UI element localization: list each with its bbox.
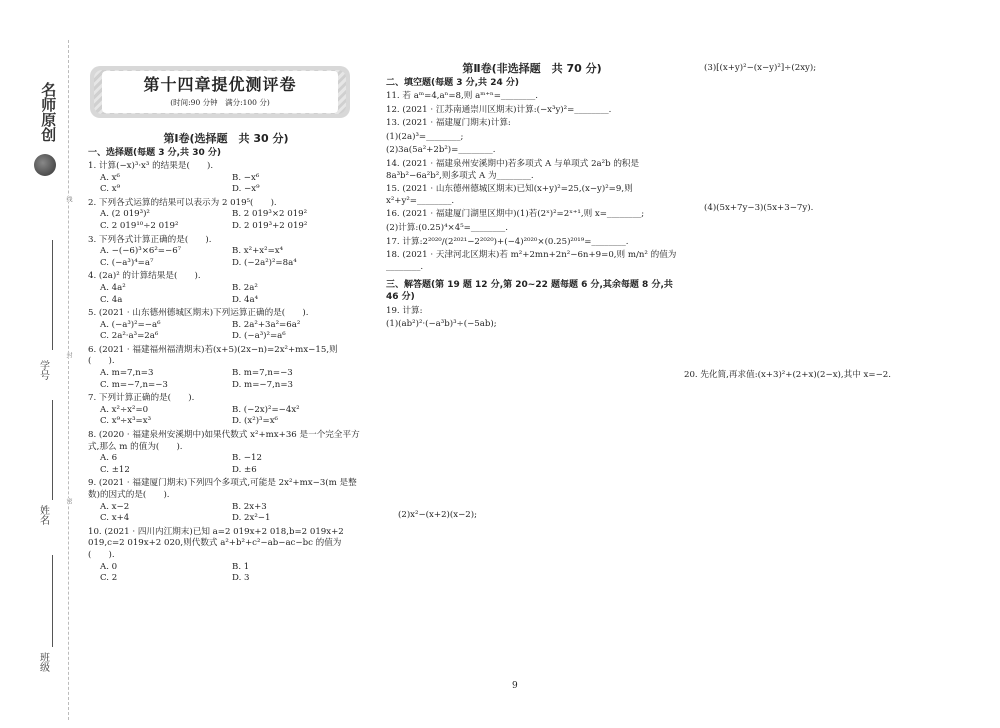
options: [88, 562, 364, 585]
fill-item: 15. (2021 · 山东德州德城区期末)已知(x+y)²=25,(x−y)²=9,则 x²+y²=________.: [386, 184, 633, 206]
option-c: C. x+4: [100, 513, 130, 524]
option-b: B. −12: [232, 453, 262, 464]
question-1: [88, 161, 364, 196]
question-7: [88, 393, 364, 428]
question-10: [88, 527, 364, 585]
option-b: B. 2 019³×2 019²: [232, 209, 308, 220]
options: [88, 368, 364, 391]
question-2: [88, 198, 364, 233]
option-c: C. m=−7,n=−3: [100, 379, 168, 390]
part1-title: 第Ⅰ卷(选择题 共 30 分): [163, 132, 289, 145]
options: [88, 246, 364, 269]
question-stem: 5. (2021 · 山东德州德城区期末)下列运算正确的是( ).: [88, 308, 309, 319]
option-b: B. x²+x²=x⁴: [232, 246, 284, 257]
option-d: D. 2 019³+2 019²: [232, 220, 308, 231]
fill-item: (2)计算:(0.25)⁴×4⁵=________.: [386, 222, 508, 233]
option-b: B. 2x+3: [232, 501, 267, 512]
option-b: B. m=7,n=−3: [232, 368, 293, 379]
option-b: B. 1: [232, 561, 250, 572]
fill-list: [386, 91, 678, 273]
options: [88, 453, 364, 476]
student-id-field[interactable]: [52, 240, 53, 350]
option-a: A. m=7,n=3: [100, 368, 154, 379]
options: [88, 173, 364, 196]
question-stem: 8. (2020 · 福建泉州安溪期中)如果代数式 x²+mx+36 是一个完全平方式,那么 m 的值为( ).: [88, 430, 360, 452]
option-c: C. (−a³)⁴=a⁷: [100, 257, 154, 268]
option-b: B. −x⁶: [232, 172, 260, 183]
option-c: C. 2a²·a³=2a⁶: [100, 331, 159, 342]
q19-label: 19. 计算:: [386, 305, 423, 316]
question-stem: 2. 下列各式运算的结果可以表示为 2 019⁵( ).: [88, 197, 277, 208]
mcq-list: [88, 161, 364, 585]
class-label: 班级: [37, 652, 49, 672]
choice-section-title: 一、选择题(每题 3 分,共 30 分): [88, 147, 221, 158]
option-a: A. −(−6)³×6²=−6⁷: [100, 246, 182, 257]
option-d: D. 4a⁴: [232, 294, 259, 305]
cut-line: [68, 40, 69, 720]
question-5: [88, 308, 364, 343]
option-c: C. 4a: [100, 294, 123, 305]
brand-logo: [28, 82, 62, 192]
bind-mark-close: 密: [65, 498, 73, 504]
option-d: D. (−a³)²=a⁶: [232, 331, 286, 342]
option-d: D. (x²)³=x⁶: [232, 416, 278, 427]
option-b: B. (−2x)²=−4x²: [232, 404, 300, 415]
option-a: A. 0: [100, 561, 118, 572]
option-c: C. x⁹÷x³=x³: [100, 416, 152, 427]
option-a: A. (2 019³)²: [100, 209, 150, 220]
fill-section-title: 二、填空题(每题 3 分,共 24 分): [386, 77, 519, 88]
options: [88, 283, 364, 306]
option-a: A. 4a²: [100, 282, 126, 293]
question-6: [88, 345, 364, 391]
option-d: D. ±6: [232, 464, 257, 475]
question-3: [88, 235, 364, 270]
question-8: [88, 430, 364, 476]
options: [88, 502, 364, 525]
q19-part1: (1)(ab²)²·(−a³b)³÷(−5ab);: [386, 319, 497, 330]
page-number: 9: [512, 681, 518, 691]
binding-margin: [0, 0, 85, 728]
fill-item: 14. (2021 · 福建泉州安溪期中)若多项式 A 与单项式 2a²b 的积是 8a³b²−6a²b²,则多项式 A 为________.: [386, 158, 640, 181]
fill-item: 18. (2021 · 天津河北区期末)若 m²+2mn+2n²−6n+9=0,则 m/n² 的值为________.: [386, 250, 677, 272]
question-stem: 6. (2021 · 福建福州福清期末)若(x+5)(2x−n)=2x²+mx−15,则( ).: [88, 344, 338, 367]
q20: 20. 先化简,再求值:(x+3)²+(2+x)(2−x),其中 x=−2.: [684, 370, 891, 380]
student-id-label: 学号: [37, 360, 49, 380]
logo-text: 名师原创: [39, 82, 58, 142]
fill-item: 16. (2021 · 福建厦门湖里区期中)(1)若(2ˣ)²=2ˣ⁺¹,则 x=________;: [386, 209, 645, 220]
option-c: C. x⁹: [100, 184, 121, 195]
options: [88, 320, 364, 343]
logo-icon: [34, 154, 56, 176]
option-d: D. 3: [232, 573, 250, 584]
option-a: A. 6: [100, 453, 118, 464]
fill-item: 11. 若 aᵐ=4,aⁿ=8,则 aᵐ⁺ⁿ=________.: [386, 90, 539, 101]
bind-mark-line: 线: [65, 196, 73, 202]
option-d: D. (−2a²)²=8a⁴: [232, 257, 297, 268]
option-a: A. x−2: [100, 501, 130, 512]
fill-item: 17. 计算:2²⁰²⁰/(2²⁰²¹−2²⁰²⁰)+(−4)²⁰²⁰×(0.25)²⁰¹⁹=________.: [386, 236, 629, 247]
question-stem: 9. (2021 · 福建厦门期末)下列四个多项式,可能是 2x²+mx−3(m 是整数)的因式的是( ).: [88, 478, 357, 501]
q19-part4: (4)(5x+7y−3)(5x+3−7y).: [704, 203, 814, 213]
question-stem: 1. 计算(−x)³·x³ 的结果是( ).: [88, 160, 214, 171]
question-stem: 3. 下列各式计算正确的是( ).: [88, 234, 212, 245]
part1-column: [88, 132, 364, 585]
fill-item: (1)(2a)³=________;: [386, 131, 464, 142]
name-field[interactable]: [52, 400, 53, 500]
question-4: [88, 271, 364, 306]
option-a: A. (−a³)²=−a⁶: [100, 319, 161, 330]
option-c: C. 2 019¹⁰÷2 019²: [100, 220, 179, 231]
question-stem: 10. (2021 · 四川内江期末)已知 a=2 019x+2 018,b=2 019x+2 019,c=2 019x+2 020,则代数式 a²+b²+c²−ab−ac−bc 的值为( ).: [88, 526, 344, 560]
class-field[interactable]: [52, 555, 53, 647]
options: [88, 209, 364, 232]
bind-mark-seal: 封: [65, 352, 73, 358]
option-a: A. x⁶: [100, 172, 120, 183]
name-label: 姓名: [37, 505, 49, 525]
option-d: D. m=−7,n=3: [232, 379, 293, 390]
fill-item: (2)3a(5a²+2b²)=________.: [386, 145, 496, 156]
q19-part3: (3)[(x+y)²−(x−y)²]÷(2xy);: [704, 63, 817, 73]
option-b: B. 2a²+3a²=6a²: [232, 319, 301, 330]
title-banner: [90, 66, 350, 118]
question-stem: 4. (2a)² 的计算结果是( ).: [88, 271, 201, 282]
options: [88, 405, 364, 428]
option-a: A. x²÷x²=0: [100, 404, 149, 415]
solve-section-title: 三、解答题(第 19 题 12 分,第 20~22 题每题 6 分,其余每题 8 分,共 46 分): [386, 280, 673, 303]
page-title: 第十四章提优测评卷: [143, 75, 297, 94]
fill-item: 13. (2021 · 福建厦门期末)计算:: [386, 118, 511, 129]
question-9: [88, 478, 364, 524]
option-d: D. −x⁹: [232, 184, 260, 195]
option-c: C. ±12: [100, 464, 130, 475]
q19-part2: (2)x²−(x+2)(x−2);: [398, 510, 478, 520]
fill-item: 12. (2021 · 江苏南通崇川区期末)计算:(−x³y)²=________.: [386, 104, 612, 115]
part2-title: 第Ⅱ卷(非选择题 共 70 分): [462, 62, 602, 75]
option-b: B. 2a²: [232, 282, 258, 293]
option-d: D. 2x²−1: [232, 513, 271, 524]
option-c: C. 2: [100, 573, 118, 584]
question-stem: 7. 下列计算正确的是( ).: [88, 393, 195, 404]
exam-meta: (时间:90 分钟 满分:100 分): [170, 97, 270, 107]
part2-column: [386, 62, 678, 331]
